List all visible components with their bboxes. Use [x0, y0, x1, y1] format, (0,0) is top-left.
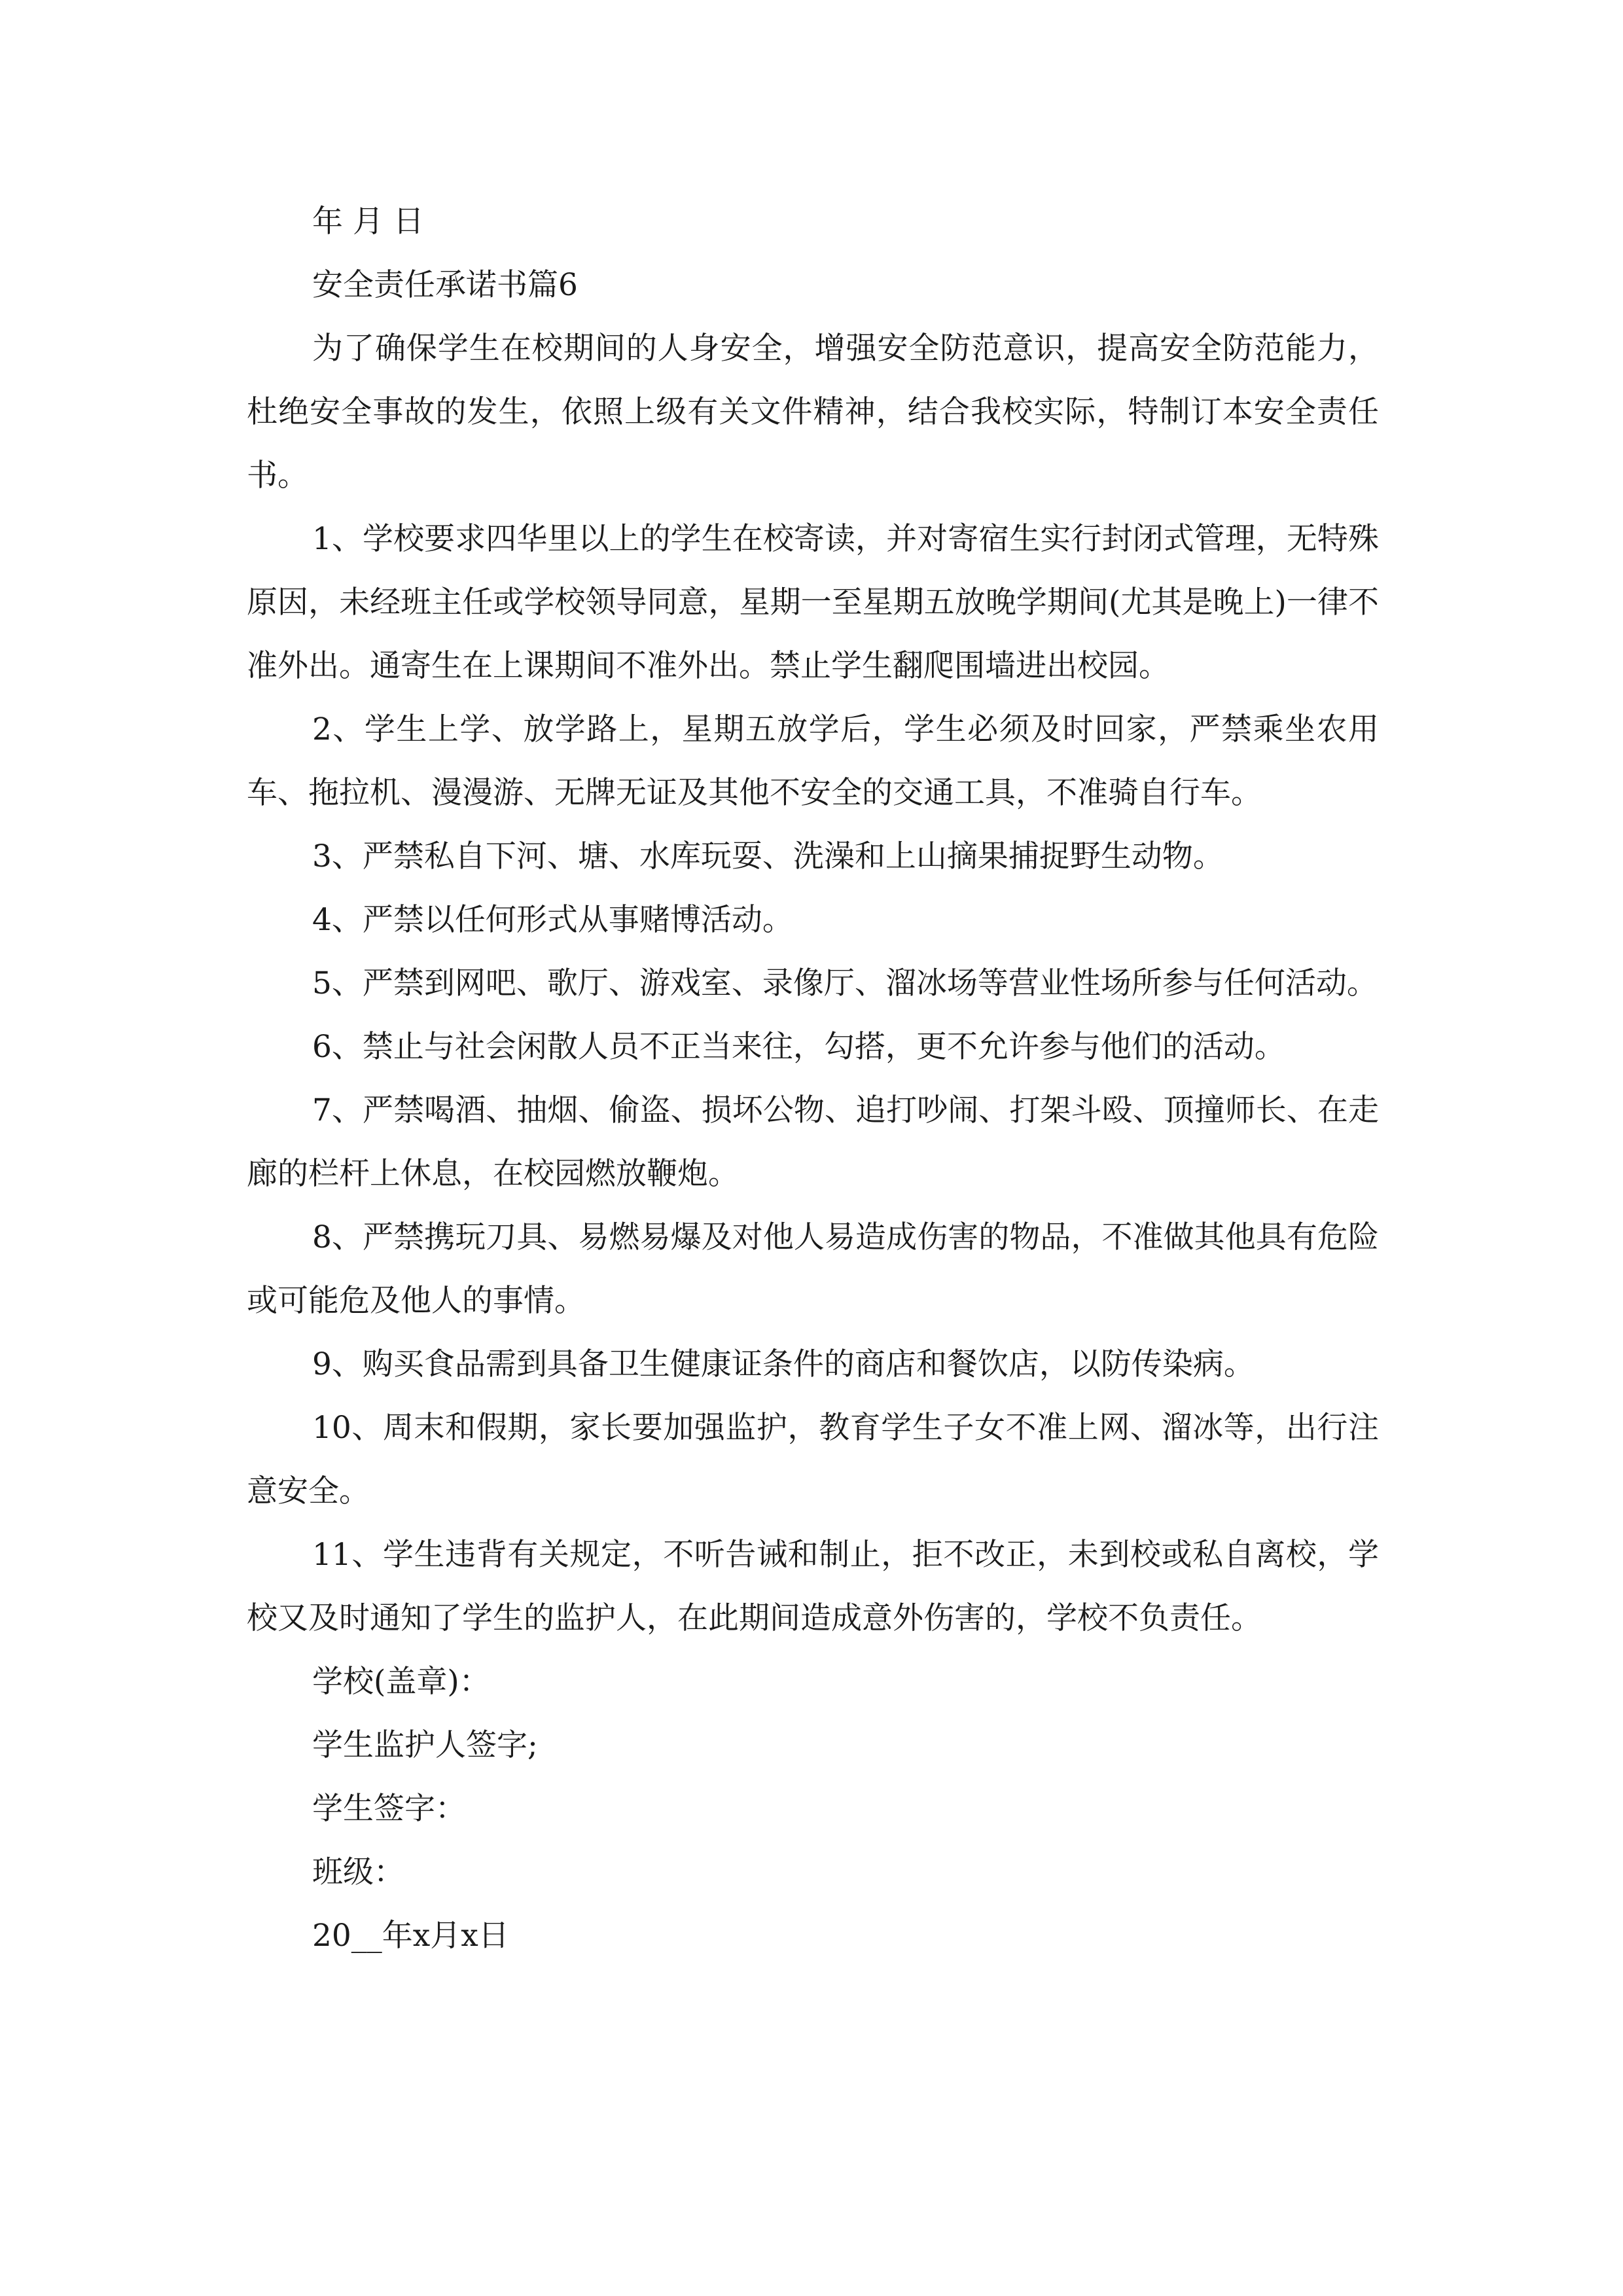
rule-item-7: 7、严禁喝酒、抽烟、偷盗、损坏公物、追打吵闹、打架斗殴、顶撞师长、在走廊的栏杆上休息，在校园燃放鞭炮。	[247, 1092, 1379, 1192]
rule-item-6: 6、禁止与社会闲散人员不正当来往，勾搭，更不允许参与他们的活动。	[312, 1029, 1285, 1065]
rule-item-9: 9、购买食品需到具备卫生健康证条件的商店和餐饮店，以防传染病。	[312, 1346, 1255, 1382]
class-line: 班级：	[312, 1854, 404, 1890]
date-line: 年 月 日	[312, 204, 424, 240]
rule-item-10: 10、周末和假期，家长要加强监护，教育学生子女不准上网、溜冰等，出行注意安全。	[247, 1410, 1379, 1509]
school-seal-line: 学校(盖章)：	[312, 1664, 490, 1700]
rule-item-4: 4、严禁以任何形式从事赌博活动。	[312, 902, 793, 938]
rule-item-2: 2、学生上学、放学路上，星期五放学后，学生必须及时回家，严禁乘坐农用车、拖拉机、漫漫游、无牌无证及其他不安全的交通工具，不准骑自行车。	[247, 711, 1379, 811]
section-title: 安全责任承诺书篇6	[312, 267, 578, 303]
rule-item-1: 1、学校要求四华里以上的学生在校寄读，并对寄宿生实行封闭式管理，无特殊原因，未经班主任或学校领导同意，星期一至星期五放晚学期间(尤其是晚上)一律不准外出。通寄生在上课期间不准外出。禁止学生翻爬围墙进出校园。	[247, 521, 1379, 684]
student-signature-line: 学生签字：	[312, 1791, 466, 1827]
intro-paragraph: 为了确保学生在校期间的人身安全，增强安全防范意识，提高安全防范能力，杜绝安全事故的发生，依照上级有关文件精神，结合我校实际，特制订本安全责任书。	[247, 331, 1379, 493]
signature-date-line: 20__年x月x日	[312, 1918, 509, 1954]
rule-item-3: 3、严禁私自下河、塘、水库玩耍、洗澡和上山摘果捕捉野生动物。	[312, 838, 1224, 874]
guardian-signature-line: 学生监护人签字;	[312, 1727, 538, 1763]
rule-item-8: 8、严禁携玩刀具、易燃易爆及对他人易造成伤害的物品，不准做其他具有危险或可能危及他人的事情。	[247, 1219, 1379, 1319]
document-body	[247, 190, 1379, 1967]
rule-item-5: 5、严禁到网吧、歌厅、游戏室、录像厅、溜冰场等营业性场所参与任何活动。	[312, 965, 1378, 1001]
rule-item-11: 11、学生违背有关规定，不听告诫和制止，拒不改正，未到校或私自离校，学校又及时通知了学生的监护人，在此期间造成意外伤害的，学校不负责任。	[247, 1537, 1379, 1636]
